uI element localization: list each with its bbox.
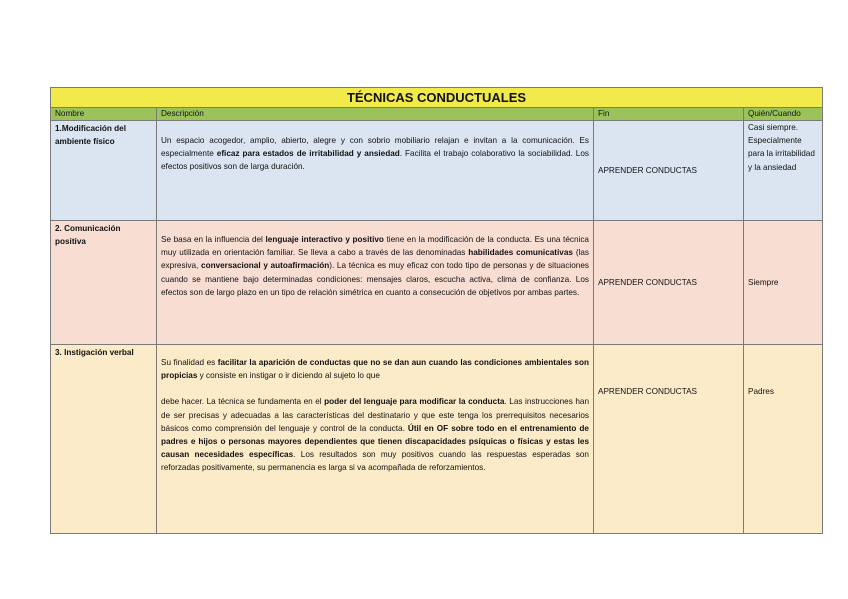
header-fin: Fin (594, 108, 744, 121)
row-fin: APRENDER CONDUCTAS (594, 345, 744, 534)
header-descripcion: Descripción (157, 108, 594, 121)
table-title: TÉCNICAS CONDUCTUALES (51, 88, 823, 108)
header-quien: Quién/Cuando (744, 108, 823, 121)
row-name: 2. Comunicación positiva (51, 221, 157, 345)
techniques-table (50, 87, 823, 534)
header-row (51, 108, 823, 121)
row-quien: Siempre (744, 221, 823, 345)
row-name: 1.Modificación del ambiente físico (51, 121, 157, 221)
row-description: Su finalidad es facilitar la aparición de conductas que no se dan aun cuando las condiciones ambientales son propicias y consiste en instigar o ir diciendo al sujeto lo que debe hacer. La técnica se fundamenta en el poder del lenguaje para modificar la conducta. Las instrucciones han de ser precisas y adecuadas a las características del destinatario y que este tenga los prerrequisitos necesarios básicos como comprensión del lenguaje y control de la conducta. Útil en OF sobre todo en el entrenamiento de padres e hijos o personas mayores dependientes que tienen discapacidades psíquicas o físicas y estas les causan necesidades específicas. Los resultados son muy positivos cuando las respuestas esperadas son reforzadas positivamente, su permanencia es larga si va acompañada de reforzamientos. (157, 345, 594, 534)
row-description: Un espacio acogedor, amplio, abierto, alegre y con sobrio mobiliario relajan e invitan a la comunicación. Es especialmente eficaz para estados de irritabilidad y ansiedad. Facilita el trabajo colaborativo la sociabilidad. Los efectos positivos son de larga duración. (157, 121, 594, 221)
table-row (51, 221, 823, 345)
row-fin: APRENDER CONDUCTAS (594, 221, 744, 345)
row-description: Se basa en la influencia del lenguaje interactivo y positivo tiene en la modificación de la conducta. Es una técnica muy utilizada en orientación familiar. Se lleva a cabo a través de las denominadas habilidades comunicativas (las expresiva, conversacional y autoafirmación). La técnica es muy eficaz con todo tipo de personas y de situaciones cuando se mantiene bajo determinadas condiciones: mensajes claros, escucha activa, clima de confianza. Los efectos son de largo plazo en un tipo de relación simétrica en cuanto a consecución de objetivos por ambas partes. (157, 221, 594, 345)
header-nombre: Nombre (51, 108, 157, 121)
row-quien: Casi siempre. Especialmente para la irritabilidad y la ansiedad (744, 121, 823, 221)
row-quien: Padres (744, 345, 823, 534)
table-row (51, 121, 823, 221)
row-fin: APRENDER CONDUCTAS (594, 121, 744, 221)
row-name: 3. Instigación verbal (51, 345, 157, 534)
table-row (51, 345, 823, 534)
